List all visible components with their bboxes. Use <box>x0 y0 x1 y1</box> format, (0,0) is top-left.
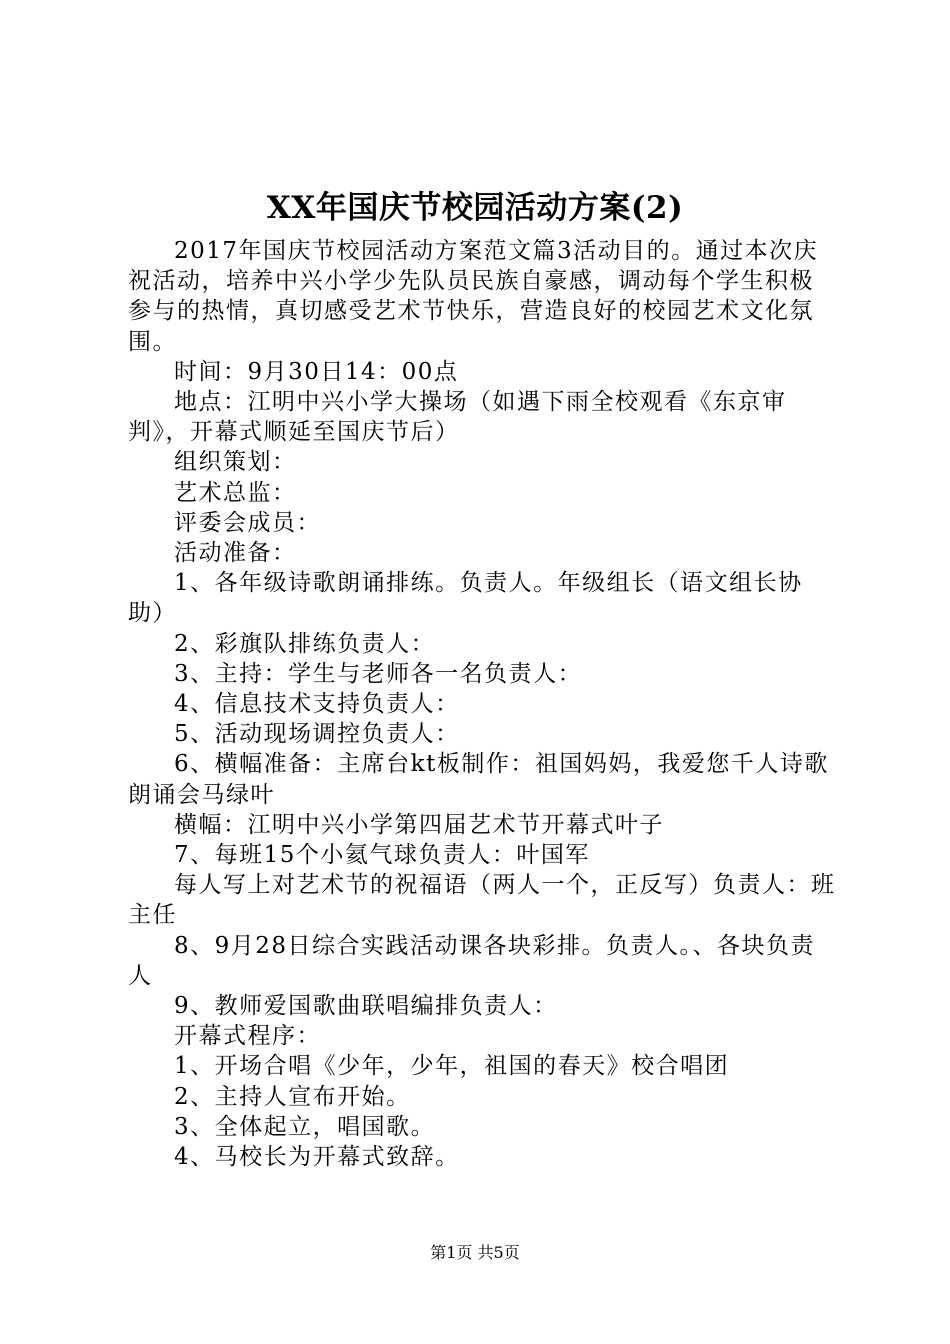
paragraph: 4、信息技术支持负责人： <box>174 691 460 718</box>
paragraph: 2017年国庆节校园活动方案范文篇3活动目的。通过本次庆祝活动，培养中兴小学少先队员民族自豪感，调动每个学生积极参与的热情，真切感受艺术节快乐，营造良好的校园艺术文化氛围。 <box>128 238 819 355</box>
paragraph: 5、活动现场调控负责人： <box>174 721 460 748</box>
paragraph: 2、主持人宣布开始。 <box>174 1083 411 1110</box>
paragraph: 活动准备： <box>174 540 297 567</box>
paragraph: 1、各年级诗歌朗诵排练。负责人。年级组长（语文组长协助） <box>128 570 803 627</box>
paragraph: 艺术总监： <box>174 479 297 506</box>
page-footer: 第1页 共5页 <box>430 1243 520 1262</box>
paragraph: 6、横幅准备：主席台kt板制作：祖国妈妈，我爱您千人诗歌朗诵会马绿叶 <box>128 751 829 808</box>
paragraph: 开幕式程序： <box>174 1023 321 1050</box>
paragraph: 时间：9月30日14：00点 <box>174 358 459 385</box>
paragraph: 地点：江明中兴小学大操场（如遇下雨全校观看《东京审判》，开幕式顺延至国庆节后） <box>128 389 787 446</box>
paragraph: 3、全体起立，唱国歌。 <box>174 1113 436 1140</box>
document-body <box>128 236 838 1172</box>
paragraph: 3、主持：学生与老师各一名负责人： <box>174 660 583 687</box>
paragraph: 2、彩旗队排练负责人： <box>174 630 436 657</box>
paragraph: 组织策划： <box>174 449 297 476</box>
paragraph: 横幅：江明中兴小学第四届艺术节开幕式叶子 <box>174 811 664 838</box>
paragraph: 8、9月28日综合实践活动课各块彩排。负责人。、各块负责人 <box>128 932 816 989</box>
paragraph: 7、每班15个小氦气球负责人：叶国军 <box>174 842 590 869</box>
document-title: XX年国庆节校园活动方案(2) <box>266 190 684 226</box>
paragraph: 1、开场合唱《少年，少年，祖国的春天》校合唱团 <box>174 1053 730 1080</box>
paragraph: 9、教师爱国歌曲联唱编排负责人： <box>174 993 558 1020</box>
paragraph: 4、马校长为开幕式致辞。 <box>174 1144 460 1171</box>
paragraph: 评委会成员： <box>174 509 321 536</box>
paragraph: 每人写上对艺术节的祝福语（两人一个，正反写）负责人：班主任 <box>128 872 836 929</box>
